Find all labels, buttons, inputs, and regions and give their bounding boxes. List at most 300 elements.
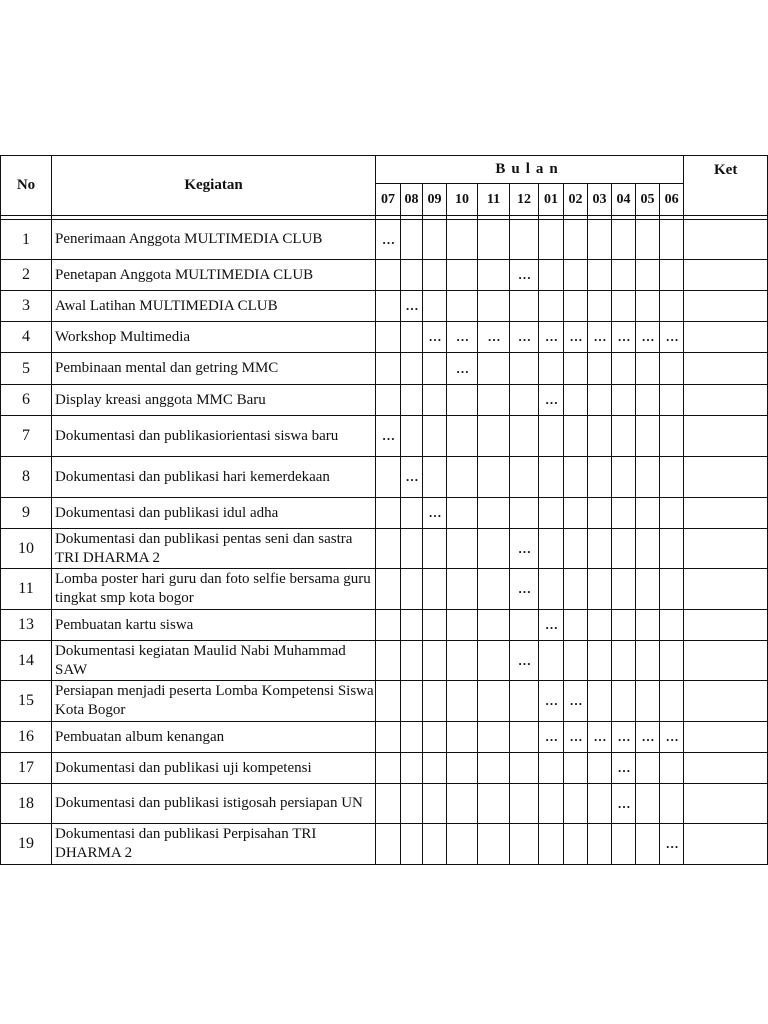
month-mark-cell	[447, 498, 478, 529]
month-mark-cell	[660, 260, 684, 291]
month-mark-cell: …	[423, 322, 447, 353]
month-mark-cell	[447, 385, 478, 416]
table-row	[1, 681, 768, 722]
ket-cell	[684, 753, 768, 784]
month-mark-cell	[510, 498, 539, 529]
month-mark-cell	[376, 569, 401, 610]
month-mark-cell	[564, 529, 588, 569]
month-mark-cell	[636, 291, 660, 322]
row-number: 10	[1, 529, 52, 569]
month-mark-cell	[636, 353, 660, 385]
table-row	[1, 291, 768, 322]
kegiatan-cell: Pembuatan album kenangan	[52, 722, 376, 753]
month-mark-cell	[588, 385, 612, 416]
ket-cell	[684, 610, 768, 641]
kegiatan-cell: Display kreasi anggota MMC Baru	[52, 385, 376, 416]
month-mark-cell	[401, 681, 423, 722]
month-mark-cell: …	[510, 641, 539, 681]
ket-cell	[684, 457, 768, 498]
month-mark-cell	[612, 457, 636, 498]
month-mark-cell	[376, 322, 401, 353]
row-number: 15	[1, 681, 52, 722]
month-mark-cell	[510, 824, 539, 865]
month-mark-cell	[447, 784, 478, 824]
month-mark-cell: …	[539, 385, 564, 416]
ket-cell	[684, 498, 768, 529]
month-mark-cell	[478, 641, 510, 681]
ket-cell	[684, 681, 768, 722]
month-mark-cell	[401, 260, 423, 291]
month-mark-cell	[376, 498, 401, 529]
month-header: 04	[612, 184, 636, 216]
month-mark-cell	[564, 353, 588, 385]
month-mark-cell	[636, 498, 660, 529]
month-mark-cell	[447, 569, 478, 610]
month-mark-cell	[636, 569, 660, 610]
row-number: 16	[1, 722, 52, 753]
month-mark-cell	[478, 784, 510, 824]
kegiatan-cell: Pembuatan kartu siswa	[52, 610, 376, 641]
month-mark-cell	[447, 824, 478, 865]
table-row	[1, 784, 768, 824]
month-mark-cell: …	[612, 753, 636, 784]
kegiatan-cell: Dokumentasi dan publikasi uji kompetensi	[52, 753, 376, 784]
month-mark-cell: …	[539, 722, 564, 753]
month-mark-cell: …	[510, 322, 539, 353]
row-number: 6	[1, 385, 52, 416]
table-row	[1, 322, 768, 353]
month-mark-cell: …	[376, 220, 401, 260]
month-mark-cell	[447, 610, 478, 641]
month-header: 10	[447, 184, 478, 216]
month-mark-cell	[447, 722, 478, 753]
month-mark-cell	[510, 457, 539, 498]
month-mark-cell: …	[401, 457, 423, 498]
row-number: 18	[1, 784, 52, 824]
month-mark-cell	[423, 681, 447, 722]
month-mark-cell	[510, 291, 539, 322]
row-number: 7	[1, 416, 52, 457]
month-header: 11	[478, 184, 510, 216]
month-mark-cell	[510, 610, 539, 641]
month-mark-cell: …	[539, 681, 564, 722]
month-mark-cell	[588, 416, 612, 457]
month-mark-cell	[478, 569, 510, 610]
month-mark-cell	[636, 610, 660, 641]
table-row	[1, 416, 768, 457]
table-row	[1, 529, 768, 569]
month-mark-cell	[636, 416, 660, 457]
month-mark-cell	[401, 498, 423, 529]
month-mark-cell	[636, 784, 660, 824]
month-mark-cell	[636, 824, 660, 865]
month-mark-cell	[612, 529, 636, 569]
table-row	[1, 260, 768, 291]
month-mark-cell	[636, 641, 660, 681]
kegiatan-cell: Penetapan Anggota MULTIMEDIA CLUB	[52, 260, 376, 291]
kegiatan-cell: Pembinaan mental dan getring MMC	[52, 353, 376, 385]
month-mark-cell	[478, 220, 510, 260]
month-mark-cell	[401, 322, 423, 353]
month-mark-cell	[564, 220, 588, 260]
month-mark-cell	[510, 220, 539, 260]
month-mark-cell	[612, 385, 636, 416]
header-kegiatan: Kegiatan	[52, 156, 376, 216]
month-mark-cell	[376, 753, 401, 784]
month-header: 03	[588, 184, 612, 216]
ket-cell	[684, 260, 768, 291]
month-mark-cell	[539, 498, 564, 529]
month-mark-cell: …	[510, 569, 539, 610]
month-mark-cell: …	[510, 260, 539, 291]
month-mark-cell: …	[564, 322, 588, 353]
month-mark-cell	[478, 291, 510, 322]
month-header: 06	[660, 184, 684, 216]
month-mark-cell	[478, 610, 510, 641]
month-header: 05	[636, 184, 660, 216]
month-mark-cell	[588, 498, 612, 529]
ket-cell	[684, 353, 768, 385]
month-mark-cell	[539, 416, 564, 457]
month-header: 02	[564, 184, 588, 216]
row-number: 11	[1, 569, 52, 610]
month-mark-cell	[660, 610, 684, 641]
month-mark-cell	[588, 784, 612, 824]
month-mark-cell	[401, 416, 423, 457]
month-mark-cell: …	[588, 322, 612, 353]
table-row	[1, 569, 768, 610]
kegiatan-cell: Persiapan menjadi peserta Lomba Kompetensi Siswa Kota Bogor	[52, 681, 376, 722]
month-mark-cell	[588, 753, 612, 784]
month-mark-cell	[478, 385, 510, 416]
month-mark-cell	[588, 569, 612, 610]
row-number: 5	[1, 353, 52, 385]
month-mark-cell	[510, 416, 539, 457]
month-mark-cell	[636, 260, 660, 291]
table-row	[1, 353, 768, 385]
month-header: 09	[423, 184, 447, 216]
month-mark-cell	[401, 784, 423, 824]
month-mark-cell: …	[447, 322, 478, 353]
month-mark-cell	[588, 824, 612, 865]
month-mark-cell	[636, 385, 660, 416]
month-mark-cell	[447, 753, 478, 784]
ket-cell	[684, 385, 768, 416]
schedule-table	[0, 155, 768, 865]
month-mark-cell: …	[539, 610, 564, 641]
month-mark-cell	[401, 529, 423, 569]
month-mark-cell	[376, 457, 401, 498]
ket-cell	[684, 569, 768, 610]
kegiatan-cell: Dokumentasi dan publikasiorientasi siswa baru	[52, 416, 376, 457]
month-mark-cell	[423, 385, 447, 416]
month-mark-cell	[539, 457, 564, 498]
month-mark-cell	[612, 569, 636, 610]
month-mark-cell	[660, 220, 684, 260]
kegiatan-cell: Workshop Multimedia	[52, 322, 376, 353]
kegiatan-cell: Dokumentasi kegiatan Maulid Nabi Muhammad SAW	[52, 641, 376, 681]
month-mark-cell	[564, 260, 588, 291]
row-number: 3	[1, 291, 52, 322]
month-mark-cell	[510, 784, 539, 824]
month-mark-cell	[539, 260, 564, 291]
month-mark-cell	[539, 220, 564, 260]
month-mark-cell	[447, 681, 478, 722]
month-mark-cell: …	[423, 498, 447, 529]
ket-cell	[684, 220, 768, 260]
month-mark-cell: …	[612, 784, 636, 824]
month-mark-cell	[588, 260, 612, 291]
month-mark-cell: …	[636, 322, 660, 353]
month-mark-cell	[660, 291, 684, 322]
month-mark-cell	[401, 220, 423, 260]
month-mark-cell	[447, 416, 478, 457]
month-mark-cell	[510, 353, 539, 385]
month-mark-cell	[447, 641, 478, 681]
month-mark-cell	[423, 529, 447, 569]
kegiatan-cell: Dokumentasi dan publikasi Perpisahan TRI DHARMA 2	[52, 824, 376, 865]
month-mark-cell	[588, 457, 612, 498]
month-mark-cell	[478, 753, 510, 784]
month-mark-cell	[447, 260, 478, 291]
month-mark-cell	[376, 610, 401, 641]
month-mark-cell: …	[612, 722, 636, 753]
month-mark-cell	[564, 416, 588, 457]
month-mark-cell	[376, 784, 401, 824]
table-row	[1, 385, 768, 416]
month-mark-cell	[401, 385, 423, 416]
month-mark-cell	[447, 457, 478, 498]
month-mark-cell	[564, 641, 588, 681]
month-mark-cell	[660, 784, 684, 824]
row-number: 14	[1, 641, 52, 681]
month-mark-cell	[636, 681, 660, 722]
table-row	[1, 753, 768, 784]
month-mark-cell	[660, 569, 684, 610]
table-row	[1, 641, 768, 681]
month-mark-cell	[478, 416, 510, 457]
row-number: 4	[1, 322, 52, 353]
month-mark-cell	[588, 641, 612, 681]
header-bulan: Bulan	[376, 156, 684, 184]
month-mark-cell	[588, 220, 612, 260]
month-mark-cell	[376, 529, 401, 569]
month-mark-cell	[588, 353, 612, 385]
row-number: 2	[1, 260, 52, 291]
month-mark-cell	[423, 569, 447, 610]
table-row	[1, 220, 768, 260]
month-mark-cell	[478, 260, 510, 291]
month-mark-cell	[510, 722, 539, 753]
month-mark-cell	[401, 641, 423, 681]
month-mark-cell: …	[539, 322, 564, 353]
month-mark-cell	[376, 353, 401, 385]
month-mark-cell	[401, 753, 423, 784]
month-mark-cell	[539, 824, 564, 865]
month-mark-cell	[539, 529, 564, 569]
month-mark-cell	[636, 220, 660, 260]
month-mark-cell	[423, 260, 447, 291]
month-mark-cell	[376, 291, 401, 322]
month-mark-cell	[423, 824, 447, 865]
month-mark-cell	[423, 610, 447, 641]
month-mark-cell: …	[564, 681, 588, 722]
table-row	[1, 498, 768, 529]
month-mark-cell	[660, 681, 684, 722]
month-mark-cell	[401, 569, 423, 610]
month-mark-cell	[612, 260, 636, 291]
month-mark-cell	[478, 722, 510, 753]
month-mark-cell	[588, 681, 612, 722]
month-mark-cell	[423, 457, 447, 498]
table-row	[1, 722, 768, 753]
month-mark-cell: …	[660, 322, 684, 353]
month-mark-cell	[423, 353, 447, 385]
month-mark-cell	[423, 291, 447, 322]
row-number: 17	[1, 753, 52, 784]
month-mark-cell	[478, 498, 510, 529]
month-mark-cell	[612, 498, 636, 529]
ket-cell	[684, 291, 768, 322]
month-mark-cell: …	[660, 824, 684, 865]
row-number: 13	[1, 610, 52, 641]
month-mark-cell	[660, 753, 684, 784]
month-mark-cell: …	[660, 722, 684, 753]
month-mark-cell	[401, 722, 423, 753]
month-mark-cell	[401, 353, 423, 385]
table-row	[1, 610, 768, 641]
table-row	[1, 457, 768, 498]
kegiatan-cell: Dokumentasi dan publikasi istigosah persiapan UN	[52, 784, 376, 824]
ket-cell	[684, 784, 768, 824]
kegiatan-cell: Dokumentasi dan publikasi idul adha	[52, 498, 376, 529]
month-mark-cell	[376, 681, 401, 722]
kegiatan-cell: Dokumentasi dan publikasi hari kemerdekaan	[52, 457, 376, 498]
month-mark-cell	[660, 457, 684, 498]
schedule-body	[1, 220, 768, 865]
month-mark-cell: …	[478, 322, 510, 353]
month-mark-cell	[423, 220, 447, 260]
month-mark-cell	[564, 610, 588, 641]
month-mark-cell	[478, 681, 510, 722]
month-mark-cell	[636, 753, 660, 784]
month-mark-cell	[423, 722, 447, 753]
month-mark-cell: …	[588, 722, 612, 753]
ket-cell	[684, 529, 768, 569]
month-mark-cell	[660, 498, 684, 529]
month-mark-cell	[564, 569, 588, 610]
month-mark-cell	[510, 385, 539, 416]
month-header: 07	[376, 184, 401, 216]
month-mark-cell: …	[447, 353, 478, 385]
month-mark-cell	[588, 610, 612, 641]
kegiatan-cell: Dokumentasi dan publikasi pentas seni dan sastra TRI DHARMA 2	[52, 529, 376, 569]
month-mark-cell	[564, 385, 588, 416]
ket-cell	[684, 722, 768, 753]
month-mark-cell	[612, 220, 636, 260]
month-mark-cell	[539, 291, 564, 322]
month-mark-cell	[660, 416, 684, 457]
month-mark-cell	[447, 220, 478, 260]
month-mark-cell	[564, 753, 588, 784]
month-mark-cell	[660, 641, 684, 681]
month-mark-cell	[660, 353, 684, 385]
month-mark-cell	[539, 569, 564, 610]
month-mark-cell	[612, 641, 636, 681]
month-mark-cell	[447, 529, 478, 569]
month-mark-cell	[539, 641, 564, 681]
ket-cell	[684, 322, 768, 353]
month-mark-cell	[478, 529, 510, 569]
month-mark-cell	[401, 610, 423, 641]
header-no: No	[1, 156, 52, 216]
month-mark-cell	[564, 291, 588, 322]
kegiatan-cell: Lomba poster hari guru dan foto selfie bersama guru tingkat smp kota bogor	[52, 569, 376, 610]
ket-cell	[684, 824, 768, 865]
kegiatan-cell: Awal Latihan MULTIMEDIA CLUB	[52, 291, 376, 322]
month-mark-cell: …	[612, 322, 636, 353]
month-header: 12	[510, 184, 539, 216]
month-mark-cell	[539, 784, 564, 824]
month-mark-cell	[376, 824, 401, 865]
month-mark-cell	[588, 291, 612, 322]
month-mark-cell	[539, 353, 564, 385]
month-mark-cell	[423, 641, 447, 681]
month-mark-cell	[376, 641, 401, 681]
month-mark-cell	[478, 457, 510, 498]
month-mark-cell: …	[564, 722, 588, 753]
month-mark-cell	[564, 457, 588, 498]
month-mark-cell	[564, 498, 588, 529]
table-row	[1, 824, 768, 865]
month-mark-cell	[401, 824, 423, 865]
month-mark-cell	[636, 457, 660, 498]
month-header: 01	[539, 184, 564, 216]
row-number: 1	[1, 220, 52, 260]
month-mark-cell	[478, 824, 510, 865]
month-mark-cell	[376, 260, 401, 291]
month-mark-cell	[588, 529, 612, 569]
month-mark-cell	[612, 824, 636, 865]
month-mark-cell: …	[376, 416, 401, 457]
kegiatan-cell: Penerimaan Anggota MULTIMEDIA CLUB	[52, 220, 376, 260]
month-mark-cell	[564, 824, 588, 865]
month-mark-cell	[539, 753, 564, 784]
row-number: 19	[1, 824, 52, 865]
month-mark-cell: …	[401, 291, 423, 322]
month-mark-cell	[423, 753, 447, 784]
month-mark-cell	[660, 529, 684, 569]
month-mark-cell	[447, 291, 478, 322]
month-header: 08	[401, 184, 423, 216]
month-mark-cell: …	[636, 722, 660, 753]
month-mark-cell	[423, 784, 447, 824]
header-ket: Ket	[684, 156, 768, 216]
ket-cell	[684, 416, 768, 457]
row-number: 9	[1, 498, 52, 529]
month-mark-cell	[510, 753, 539, 784]
month-mark-cell	[612, 610, 636, 641]
month-mark-cell	[376, 722, 401, 753]
month-mark-cell	[376, 385, 401, 416]
month-mark-cell	[612, 416, 636, 457]
month-mark-cell	[423, 416, 447, 457]
month-mark-cell	[612, 681, 636, 722]
month-mark-cell	[636, 529, 660, 569]
month-mark-cell	[660, 385, 684, 416]
month-mark-cell	[564, 784, 588, 824]
month-mark-cell	[510, 681, 539, 722]
